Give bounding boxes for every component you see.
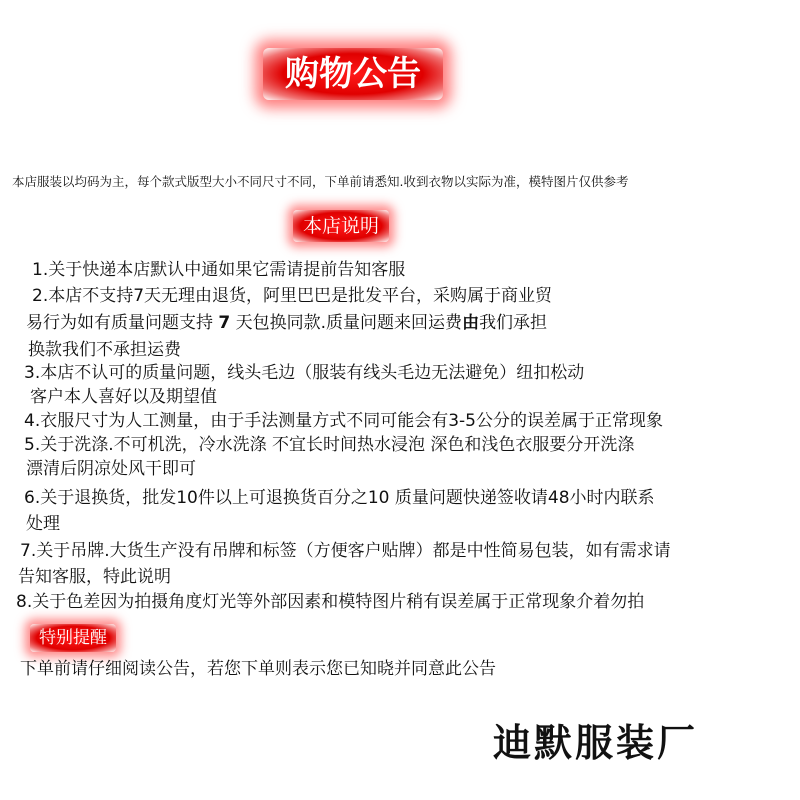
section-heading-special-reminder: 特别提醒 [30,624,116,652]
policy-text: 天包换同款.质量问题来回运费 [230,313,463,333]
sizing-note: 本店服装以均码为主，每个款式版型大小不同尺寸不同，下单前请悉知.收到衣物以实际为准，模特图片仅供参考 [12,174,629,189]
policy-text: 我们承担 [479,313,548,333]
policy-line-6: 6.关于退换货，批发10件以上可退换货百分之10 质量问题快递签收请48小时内联系 [24,488,655,508]
section-heading-store-explanation: 本店说明 [293,210,389,242]
reminder-text: 下单前请仔细阅读公告，若您下单则表示您已知晓并同意此公告 [20,659,496,679]
policy-line-7: 7.关于吊牌.大货生产没有吊牌和标签（方便客户贴牌）都是中性简易包装，如有需求请 [20,541,671,561]
policy-line-2-cont [26,312,547,334]
policy-line-5-cont: 漂清后阴凉处风干即可 [26,459,196,479]
policy-line-8: 8.关于色差因为拍摄角度灯光等外部因素和模特图片稍有误差属于正常现象介着勿拍 [16,592,645,612]
policy-emphasis: 由 [462,313,480,333]
policy-line-5: 5.关于洗涤.不可机洗，冷水洗涤 不宜长时间热水浸泡 深色和浅色衣服要分开洗涤 [24,435,635,455]
policy-emphasis: 7 [218,313,231,333]
policy-line-4: 4.衣服尺寸为人工测量，由于手法测量方式不同可能会有3-5公分的误差属于正常现象 [24,411,663,431]
policy-line-1: 1.关于快递本店默认中通如果它需请提前告知客服 [32,260,406,280]
policy-line-2-cont2: 换款我们不承担运费 [28,340,181,360]
policy-line-7-cont: 告知客服，特此说明 [18,567,171,587]
policy-text: 易行为如有质量问题支持 [26,313,219,333]
brand-name: 迪默服装厂 [493,721,699,765]
policy-line-6-cont: 处理 [26,514,60,534]
page-title: 购物公告 [263,48,443,100]
policy-line-3: 3.本店不认可的质量问题，线头毛边（服装有线头毛边无法避免）纽扣松动 [24,363,585,383]
policy-line-2: 2.本店不支持7天无理由退货，阿里巴巴是批发平台，采购属于商业贸 [32,286,553,306]
policy-line-3-cont: 客户本人喜好以及期望值 [30,387,217,407]
